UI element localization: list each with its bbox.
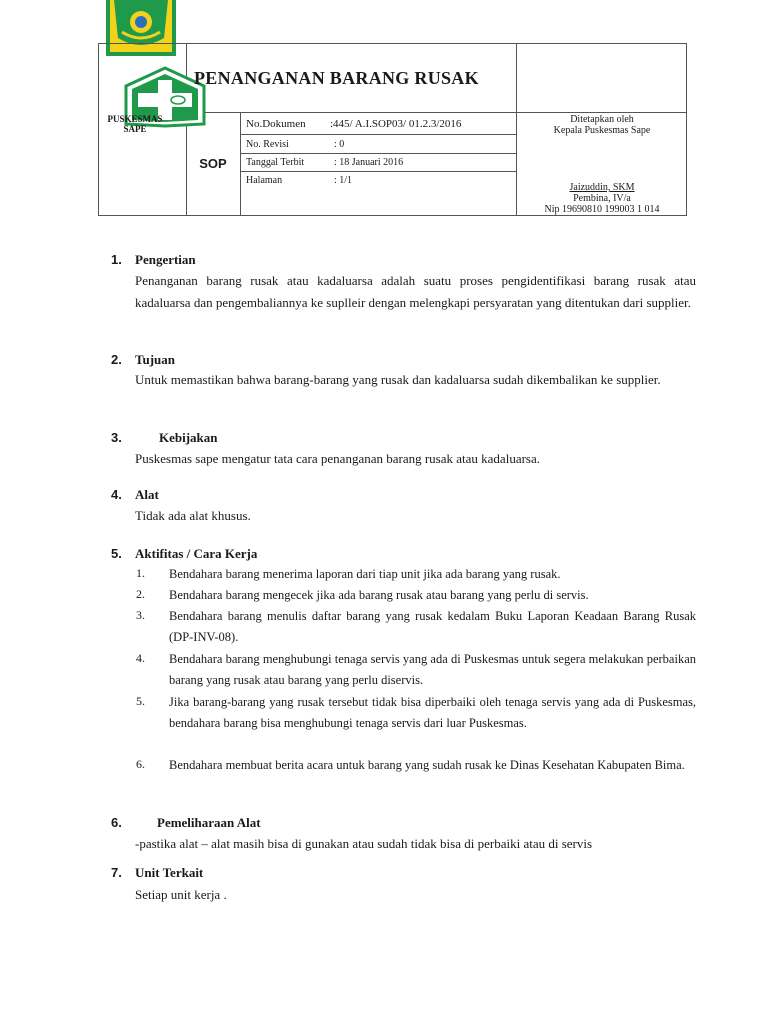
revision-value: : 0	[334, 139, 345, 150]
doc-number-label: No.Dokumen	[246, 118, 306, 130]
section-1-title: Pengertian	[135, 252, 196, 267]
section-6-number: 6.	[111, 815, 122, 830]
kabupaten-emblem-logo	[100, 0, 182, 56]
sop-label: SOP	[199, 156, 227, 171]
step-5-text: Jika barang-barang yang rusak tersebut tidak bisa diperbaiki oleh tenaga servis yang ada di Puskesmas, bendahara barang bisa menghubungi tenaga servis dari luar Puskesmas.	[169, 695, 696, 730]
section-2-title: Tujuan	[135, 352, 175, 367]
doc-number-value: :445/ A.I.SOP03/ 01.2.3/2016	[330, 118, 462, 130]
section-1-number: 1.	[111, 252, 122, 267]
step-2-text: Bendahara barang mengecek jika ada barang rusak atau barang yang perlu di servis.	[169, 588, 589, 602]
section-5-number: 5.	[111, 546, 122, 561]
step-2-number: 2.	[136, 587, 145, 601]
puskesmas-name: PUSKESMAS SAPE	[107, 114, 163, 134]
approval-line-1: Ditetapkan oleh	[570, 114, 634, 125]
step-3-text: Bendahara barang menulis daftar barang yang rusak kedalam Buku Laporan Keadaan Barang Rusak (DP-INV-08).	[169, 609, 696, 644]
step-1-number: 1.	[136, 566, 145, 580]
section-6-text: -pastika alat – alat masih bisa di gunakan atau sudah tidak bisa di perbaiki atau di servis	[135, 836, 593, 851]
step-3-number: 3.	[136, 608, 145, 622]
section-7-text: Setiap unit kerja .	[135, 887, 227, 902]
issue-date-label: Tanggal Terbit	[246, 157, 305, 168]
page-label: Halaman	[246, 175, 283, 186]
section-5-title: Aktifitas / Cara Kerja	[135, 546, 258, 561]
approver-name: Jaizuddin, SKM	[569, 182, 635, 193]
step-6-text: Bendahara membuat berita acara untuk barang yang sudah rusak ke Dinas Kesehatan Kabupaten Bima.	[169, 758, 685, 772]
approval-line-2: Kepala Puskesmas Sape	[553, 125, 651, 136]
section-4-number: 4.	[111, 487, 122, 502]
section-3-title: Kebijakan	[159, 430, 218, 445]
step-1-text: Bendahara barang menerima laporan dari tiap unit jika ada barang yang rusak.	[169, 567, 561, 581]
step-6-number: 6.	[136, 757, 145, 771]
section-4-title: Alat	[135, 487, 159, 502]
step-4-number: 4.	[136, 651, 145, 665]
section-2-number: 2.	[111, 352, 122, 367]
approver-nip: Nip 19690810 199003 1 014	[544, 204, 660, 215]
section-7-title: Unit Terkait	[135, 865, 204, 880]
issue-date-value: : 18 Januari 2016	[334, 157, 404, 168]
page-value: : 1/1	[334, 175, 353, 186]
section-2-text: Untuk memastikan bahwa barang-barang yang rusak dan kadaluarsa sudah dikembalikan ke supplier.	[135, 372, 661, 387]
step-5-number: 5.	[136, 694, 145, 708]
document-title: PENANGANAN BARANG RUSAK	[194, 68, 479, 88]
approver-rank: Pembina, IV/a	[573, 193, 631, 204]
section-4-text: Tidak ada alat khusus.	[135, 508, 251, 523]
section-6-title: Pemeliharaan Alat	[157, 815, 261, 830]
section-3-text: Puskesmas sape mengatur tata cara penanganan barang rusak atau kadaluarsa.	[135, 451, 540, 466]
step-4-text: Bendahara barang menghubungi tenaga servis yang ada di Puskesmas untuk segera melakukan perbaikan barang yang rusak atau barang yang perlu diservis.	[169, 652, 696, 687]
revision-label: No. Revisi	[246, 139, 289, 150]
section-1-text: Penanganan barang rusak atau kadaluarsa adalah suatu proses pengidentifikasi barang rusak atau kadaluarsa dan pengembaliannya ke suplleir dengan melengkapi persyaratan yang ditentukan dari supplier.	[135, 273, 696, 310]
section-7-number: 7.	[111, 865, 122, 880]
section-3-number: 3.	[111, 430, 122, 445]
